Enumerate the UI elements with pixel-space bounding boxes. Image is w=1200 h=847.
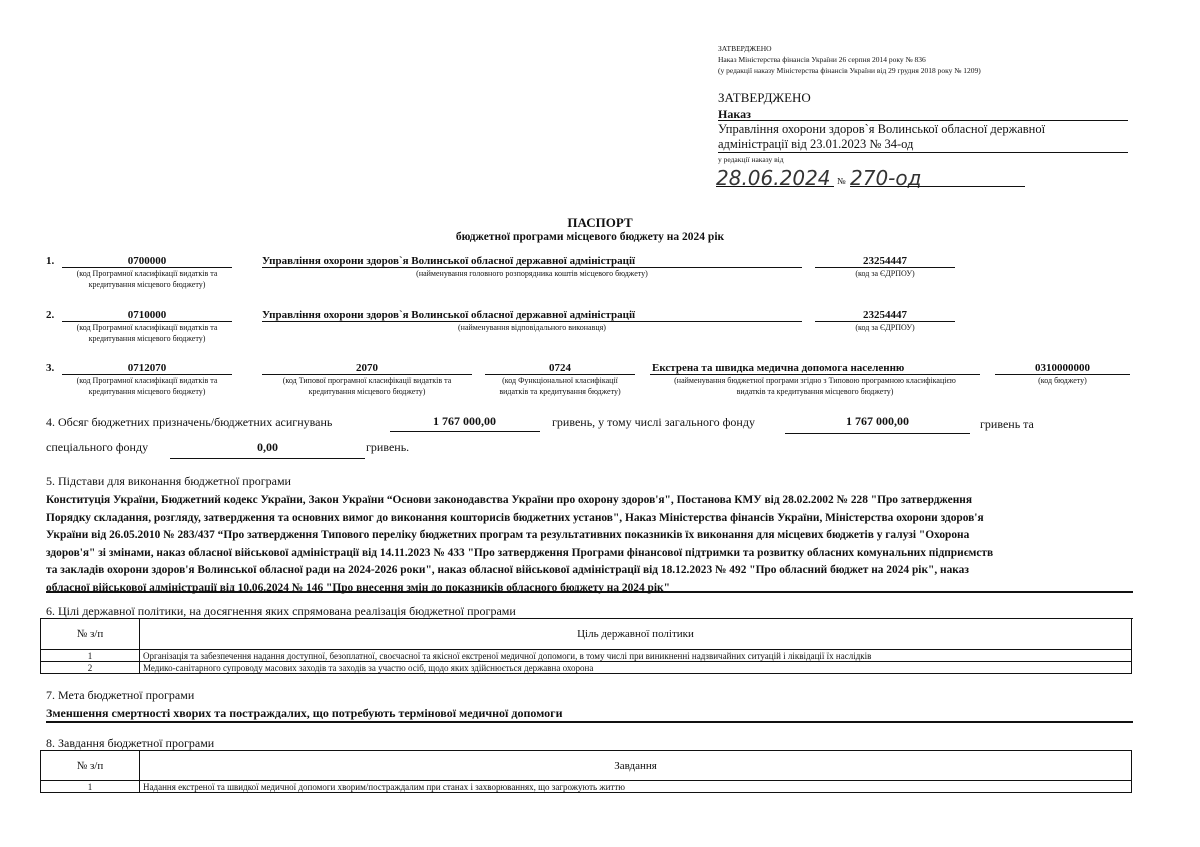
order-label: Наказ (718, 107, 751, 121)
goals-row-text: Медико-санітарного супроводу масових заходів та заходів за участю осіб, щодо яких здійснюється державна охорона (140, 662, 1132, 674)
section1-code: 0700000 (127, 255, 167, 267)
section3-functional-caption2: видатків та кредитування бюджету) (499, 387, 621, 396)
section2-name-caption: (найменування відповідального виконавця) (458, 323, 606, 332)
section4-special-fund: 0,00 (257, 440, 278, 454)
approved-small-title: ЗАТВЕРДЖЕНО (718, 44, 772, 53)
section5-line: та закладів охорони здоров'я Волинської обласної ради на 2024-2026 роки", наказ обласної військової адміністрації від 18.12.2023 № 492 "Про обласний бюджет на 2024 рік", наказ (46, 564, 969, 576)
section1-number: 1. (46, 255, 55, 267)
section2-name: Управління охорони здоров`я Волинської обласної державної адміністрації (262, 309, 636, 321)
section2-edrpou-caption: (код за ЄДРПОУ) (855, 323, 915, 332)
section1-edrpou: 23254447 (863, 255, 907, 267)
section5-line: обласної військової адміністрації від 10.06.2024 № 146 "Про внесення змін до показників обласного бюджету на 2024 рік" (46, 581, 670, 594)
tasks-row-num: 1 (41, 781, 140, 793)
goals-table-header (41, 619, 1132, 650)
section1-name: Управління охорони здоров`я Волинської обласної державної адміністрації (262, 255, 636, 267)
section1-edrpou-caption: (код за ЄДРПОУ) (855, 269, 915, 278)
tasks-table (40, 750, 1132, 793)
section3-budget-caption: (код бюджету) (1038, 376, 1087, 385)
table-row (41, 662, 1132, 674)
section2-code-caption2: кредитування місцевого бюджету) (88, 334, 206, 343)
section4-mid-text: гривень, у тому числі загального фонду (552, 415, 755, 429)
edition-label: у редакції наказу від (718, 155, 784, 164)
section7-text: Зменшення смертності хворих та постраждалих, що потребують термінової медичної допомоги (46, 706, 563, 720)
section1-code-caption2: кредитування місцевого бюджету) (88, 280, 206, 289)
section2-edrpou: 23254447 (863, 309, 907, 321)
section3-budget-code: 0310000000 (1035, 362, 1090, 374)
section4-special-label: спеціального фонду (46, 440, 149, 454)
edition-date-handwritten: 28.06.2024 (716, 166, 831, 190)
page-title: ПАСПОРТ (567, 215, 633, 230)
section1-code-caption1: (код Програмної класифікації видатків та (76, 269, 218, 278)
approved-small-line2: (у редакції наказу Міністерства фінансів України від 29 грудня 2018 року № 1209) (718, 66, 981, 75)
section7-heading: 7. Мета бюджетної програми (46, 688, 195, 702)
section5-heading: 5. Підстави для виконання бюджетної програми (46, 474, 291, 488)
tasks-table-header (41, 751, 1132, 781)
table-row (41, 650, 1132, 662)
section4-total: 1 767 000,00 (433, 414, 496, 428)
edition-number-handwritten: 270-од (850, 166, 922, 190)
section6-heading: 6. Цілі державної політики, на досягнення яких спрямована реалізація бюджетної програми (46, 604, 516, 618)
edition-no-label: № (837, 176, 846, 186)
order-line1: Управління охорони здоров`я Волинської обласної державної (718, 122, 1046, 136)
section3-code-caption1: (код Програмної класифікації видатків та (76, 376, 218, 385)
section2-number: 2. (46, 309, 55, 321)
goals-col-goal: Ціль державної політики (140, 619, 1132, 650)
section3-program-caption2: видатків та кредитування місцевого бюджету) (736, 387, 894, 396)
goals-table (40, 618, 1132, 674)
goals-row-num: 1 (41, 650, 140, 662)
goals-row-text: Організація та забезпечення надання доступної, безоплатної, своєчасної та якісної екстреної медичної допомоги, в тому числі при виникненні надзвичайних ситуацій і ліквідації їх наслідків (140, 650, 1132, 662)
section3-program-name: Екстрена та швидка медична допомога населенню (652, 362, 905, 374)
section5-line: здоров'я" зі змінами, наказ обласної військової адміністрації від 14.11.2023 № 433 "Про затвердження Програми фінансової підтримки та розвитку обласних комунальних підприємств (46, 546, 994, 559)
section3-functional-caption1: (код Функціональної класифікації (502, 376, 618, 385)
section5-line: Конституція України, Бюджетний кодекс України, Закон України “Основи законодавства України про охорону здоров'я", Постанова КМУ від 28.02.2002 № 228 "Про затвердження (46, 494, 973, 506)
section3-functional-code: 0724 (549, 362, 571, 374)
section3-code: 0712070 (127, 362, 167, 374)
section4-general-fund: 1 767 000,00 (846, 414, 909, 428)
tasks-col-num: № з/п (41, 751, 140, 781)
table-row (41, 781, 1132, 793)
section2-code-caption1: (код Програмної класифікації видатків та (76, 323, 218, 332)
section4-tail: гривень та (980, 417, 1034, 431)
section8-heading: 8. Завдання бюджетної програми (46, 736, 215, 750)
section3-typical-code: 2070 (356, 362, 378, 374)
section3-code-caption2: кредитування місцевого бюджету) (88, 387, 206, 396)
approved-small-line1: Наказ Міністерства фінансів України 26 серпня 2014 року № 836 (718, 55, 926, 64)
section2-code: 0710000 (127, 309, 167, 321)
goals-col-num: № з/п (41, 619, 140, 650)
page-subtitle: бюджетної програми місцевого бюджету на 2024 рік (455, 231, 725, 243)
section5-body (46, 492, 993, 597)
section1-name-caption: (найменування головного розпорядника коштів місцевого бюджету) (416, 269, 648, 278)
section3-program-caption1: (найменування бюджетної програми згідно з Типовою програмною класифікацією (674, 376, 956, 385)
tasks-col-task: Завдання (140, 751, 1132, 781)
section3-number: 3. (46, 362, 55, 374)
section3-typical-caption1: (код Типової програмної класифікації видатків та (282, 376, 452, 385)
order-line2: адміністрації від 23.01.2023 № 34-од (718, 137, 914, 151)
section4-label: 4. Обсяг бюджетних призначень/бюджетних асигнувань (46, 415, 333, 429)
section3-typical-caption2: кредитування місцевого бюджету) (308, 387, 426, 396)
section5-line: України від 26.05.2010 № 283/437 “Про затвердження Типового переліку бюджетних програм та результативних показників їх виконання для місцевих бюджетів у галузі "Охорона (46, 529, 970, 541)
goals-row-num: 2 (41, 662, 140, 674)
section5-line: Порядку складання, розгляду, затвердження та основних вимог до виконання кошторисів бюджетних установ", Наказ Міністерства фінансів України, Міністерства охорони здоров'я (46, 511, 984, 524)
tasks-row-text: Надання екстреної та швидкої медичної допомоги хворим/постраждалим при станах і захворюваннях, що загрожують життю (140, 781, 1132, 793)
section4-special-tail: гривень. (366, 440, 410, 454)
approved-title: ЗАТВЕРДЖЕНО (718, 90, 811, 105)
